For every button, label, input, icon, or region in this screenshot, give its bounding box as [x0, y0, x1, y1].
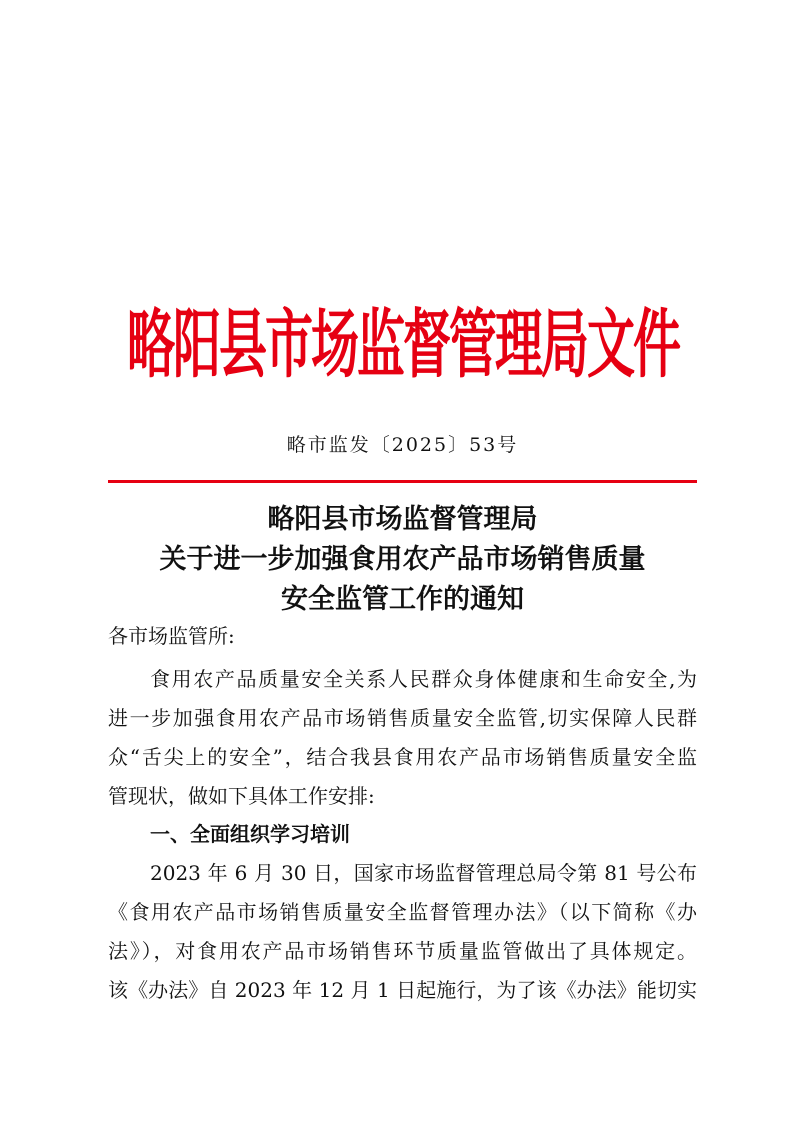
body-line: 2023 年 6 月 30 日，国家市场监督管理总局令第 81 号公布 [150, 861, 697, 885]
body-line: 食用农产品质量安全关系人民群众身体健康和生命安全,为 [150, 667, 697, 691]
body-line: 进一步加强食用农产品市场销售质量安全监管,切实保障人民群 [108, 706, 697, 730]
section-heading: 一、全面组织学习培训 [150, 822, 350, 846]
body-line: 管现状，做如下具体工作安排: [108, 784, 375, 808]
document-number: 略市监发〔2025〕53号 [286, 434, 519, 456]
red-divider [108, 480, 697, 483]
salutation: 各市场监管所: [108, 624, 235, 648]
body-line: 《食用农产品市场销售质量安全监督管理办法》（以下简称《办 [108, 900, 697, 924]
notice-title-line-3: 安全监管工作的通知 [281, 584, 524, 615]
body-line: 众“舌尖上的安全”，结合我县食用农产品市场销售质量安全监 [108, 745, 697, 769]
body-line: 法》），对食用农产品市场销售环节质量监管做出了具体规定。 [108, 939, 697, 963]
notice-title-line-1: 略阳县市场监督管理局 [267, 504, 538, 535]
notice-title-line-2: 关于进一步加强食用农产品市场销售质量 [159, 544, 646, 575]
body-line: 该《办法》自 2023 年 12 月 1 日起施行，为了该《办法》能切实 [108, 978, 697, 1002]
agency-header-title: 略阳县市场监督管理局文件 [126, 301, 679, 389]
